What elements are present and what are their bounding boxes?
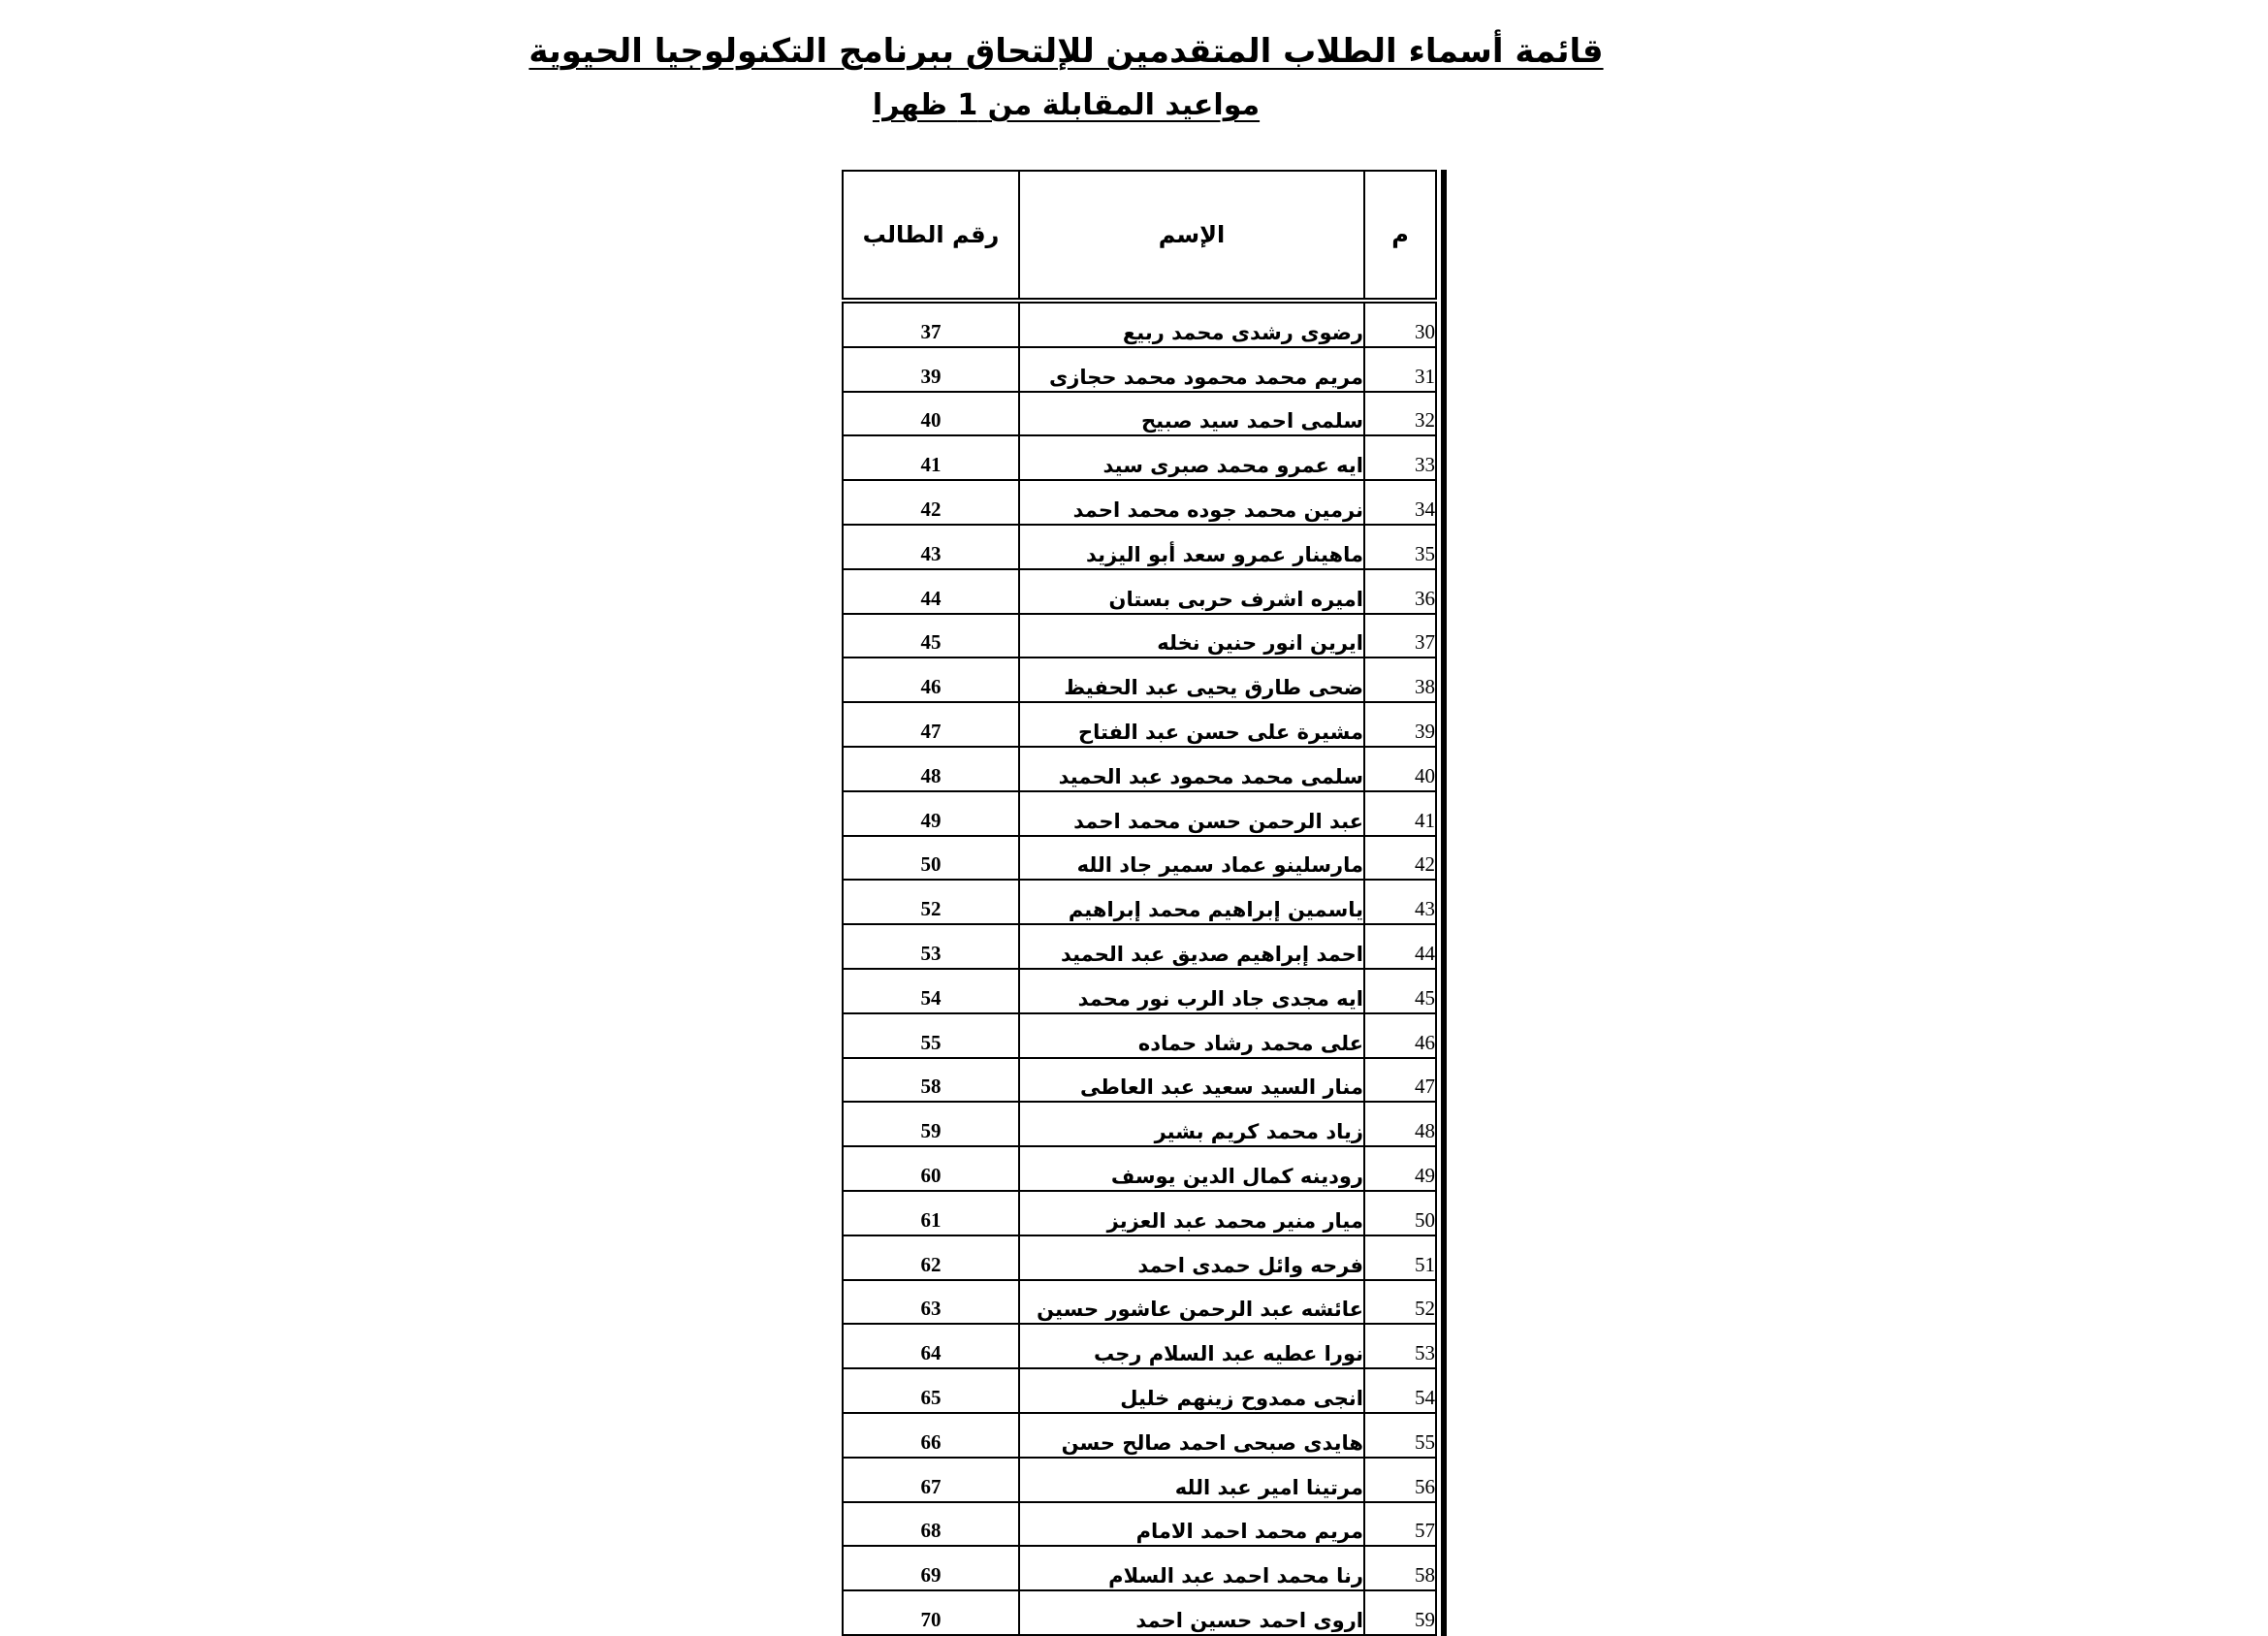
student-id: 39 [843, 347, 1019, 392]
row-index: 34 [1364, 480, 1436, 525]
student-id: 69 [843, 1546, 1019, 1590]
student-name: ايه عمرو محمد صبرى سيد [1019, 435, 1364, 480]
table-row [843, 1146, 1436, 1191]
table-row [843, 836, 1436, 881]
student-id: 53 [843, 924, 1019, 969]
row-index: 31 [1364, 347, 1436, 392]
student-name: مريم محمد احمد الامام [1019, 1502, 1364, 1547]
student-id: 52 [843, 880, 1019, 924]
students-table [842, 170, 1437, 1636]
student-id: 48 [843, 747, 1019, 791]
student-id: 61 [843, 1191, 1019, 1235]
student-id: 43 [843, 525, 1019, 569]
student-name: مشيرة على حسن عبد الفتاح [1019, 702, 1364, 747]
student-id: 62 [843, 1235, 1019, 1280]
student-name: اروى احمد حسين احمد [1019, 1590, 1364, 1635]
row-index: 36 [1364, 569, 1436, 614]
table-row [843, 1324, 1436, 1368]
column-header-student-id: رقم الطالب [843, 171, 1019, 301]
document-title: قائمة أسماء الطلاب المتقدمين للإلتحاق ببرنامج التكنولوجيا الحيوية [528, 32, 1604, 71]
row-index: 33 [1364, 435, 1436, 480]
row-index: 59 [1364, 1590, 1436, 1635]
student-name: ميار منير محمد عبد العزيز [1019, 1191, 1364, 1235]
row-index: 44 [1364, 924, 1436, 969]
student-name: نرمين محمد جوده محمد احمد [1019, 480, 1364, 525]
student-name: مريم محمد محمود محمد حجازى [1019, 347, 1364, 392]
row-index: 56 [1364, 1458, 1436, 1502]
table-row [843, 1368, 1436, 1413]
student-id: 65 [843, 1368, 1019, 1413]
table-row [843, 791, 1436, 836]
row-index: 50 [1364, 1191, 1436, 1235]
row-index: 53 [1364, 1324, 1436, 1368]
student-id: 55 [843, 1013, 1019, 1058]
student-name: هايدى صبحى احمد صالح حسن [1019, 1413, 1364, 1458]
table-row [843, 1191, 1436, 1235]
column-header-index: م [1364, 171, 1436, 301]
student-name: ايه مجدى جاد الرب نور محمد [1019, 969, 1364, 1013]
student-id: 46 [843, 658, 1019, 702]
row-index: 42 [1364, 836, 1436, 881]
table-row [843, 880, 1436, 924]
table-row [843, 569, 1436, 614]
students-table-container [842, 170, 1441, 1636]
row-index: 43 [1364, 880, 1436, 924]
student-id: 63 [843, 1280, 1019, 1325]
table-row [843, 347, 1436, 392]
row-index: 38 [1364, 658, 1436, 702]
student-id: 50 [843, 836, 1019, 881]
student-name: زياد محمد كريم بشير [1019, 1102, 1364, 1146]
table-row [843, 480, 1436, 525]
student-id: 60 [843, 1146, 1019, 1191]
student-name: رودينه كمال الدين يوسف [1019, 1146, 1364, 1191]
row-index: 57 [1364, 1502, 1436, 1547]
table-row [843, 658, 1436, 702]
table-row [843, 1235, 1436, 1280]
row-index: 41 [1364, 791, 1436, 836]
table-row [843, 435, 1436, 480]
row-index: 58 [1364, 1546, 1436, 1590]
student-name: ايرين انور حنين نخله [1019, 614, 1364, 658]
student-name: ياسمين إبراهيم محمد إبراهيم [1019, 880, 1364, 924]
row-index: 35 [1364, 525, 1436, 569]
student-name: مارسلينو عماد سمير جاد الله [1019, 836, 1364, 881]
student-name: انجى ممدوح زينهم خليل [1019, 1368, 1364, 1413]
student-id: 70 [843, 1590, 1019, 1635]
row-index: 51 [1364, 1235, 1436, 1280]
student-id: 58 [843, 1058, 1019, 1103]
row-index: 46 [1364, 1013, 1436, 1058]
row-index: 39 [1364, 702, 1436, 747]
document-subtitle: مواعيد المقابلة من 1 ظهرا [872, 88, 1261, 122]
student-name: على محمد رشاد حماده [1019, 1013, 1364, 1058]
student-name: ضحى طارق يحيى عبد الحفيظ [1019, 658, 1364, 702]
row-index: 52 [1364, 1280, 1436, 1325]
row-index: 30 [1364, 301, 1436, 347]
student-id: 40 [843, 392, 1019, 436]
student-id: 45 [843, 614, 1019, 658]
table-row [843, 301, 1436, 347]
table-row [843, 747, 1436, 791]
student-id: 47 [843, 702, 1019, 747]
row-index: 48 [1364, 1102, 1436, 1146]
student-name: اميره اشرف حربى بستان [1019, 569, 1364, 614]
row-index: 54 [1364, 1368, 1436, 1413]
student-id: 54 [843, 969, 1019, 1013]
student-id: 67 [843, 1458, 1019, 1502]
student-name: سلمى محمد محمود عبد الحميد [1019, 747, 1364, 791]
row-index: 55 [1364, 1413, 1436, 1458]
column-header-name: الإسم [1019, 171, 1364, 301]
table-row [843, 924, 1436, 969]
table-row [843, 702, 1436, 747]
table-row [843, 1546, 1436, 1590]
table-row [843, 969, 1436, 1013]
student-id: 49 [843, 791, 1019, 836]
row-index: 47 [1364, 1058, 1436, 1103]
row-index: 49 [1364, 1146, 1436, 1191]
student-id: 42 [843, 480, 1019, 525]
table-row [843, 1413, 1436, 1458]
table-header-row [843, 171, 1436, 301]
table-row [843, 1458, 1436, 1502]
table-row [843, 1280, 1436, 1325]
table-row [843, 1502, 1436, 1547]
student-id: 44 [843, 569, 1019, 614]
table-row [843, 525, 1436, 569]
student-id: 37 [843, 301, 1019, 347]
row-index: 40 [1364, 747, 1436, 791]
student-name: رنا محمد احمد عبد السلام [1019, 1546, 1364, 1590]
table-row [843, 1058, 1436, 1103]
student-name: منار السيد سعيد عبد العاطى [1019, 1058, 1364, 1103]
student-name: فرحه وائل حمدى احمد [1019, 1235, 1364, 1280]
student-name: عبد الرحمن حسن محمد احمد [1019, 791, 1364, 836]
student-name: سلمى احمد سيد صبيح [1019, 392, 1364, 436]
student-name: نورا عطيه عبد السلام رجب [1019, 1324, 1364, 1368]
student-id: 68 [843, 1502, 1019, 1547]
table-row [843, 392, 1436, 436]
student-id: 59 [843, 1102, 1019, 1146]
row-index: 37 [1364, 614, 1436, 658]
student-name: رضوى رشدى محمد ربيع [1019, 301, 1364, 347]
student-name: عائشه عبد الرحمن عاشور حسين [1019, 1280, 1364, 1325]
row-index: 32 [1364, 392, 1436, 436]
student-id: 41 [843, 435, 1019, 480]
student-name: احمد إبراهيم صديق عبد الحميد [1019, 924, 1364, 969]
row-index: 45 [1364, 969, 1436, 1013]
table-row [843, 1590, 1436, 1635]
student-id: 64 [843, 1324, 1019, 1368]
table-body [843, 301, 1436, 1635]
table-row [843, 1013, 1436, 1058]
table-row [843, 1102, 1436, 1146]
student-name: مرتينا امير عبد الله [1019, 1458, 1364, 1502]
student-id: 66 [843, 1413, 1019, 1458]
table-row [843, 614, 1436, 658]
student-name: ماهينار عمرو سعد أبو اليزيد [1019, 525, 1364, 569]
